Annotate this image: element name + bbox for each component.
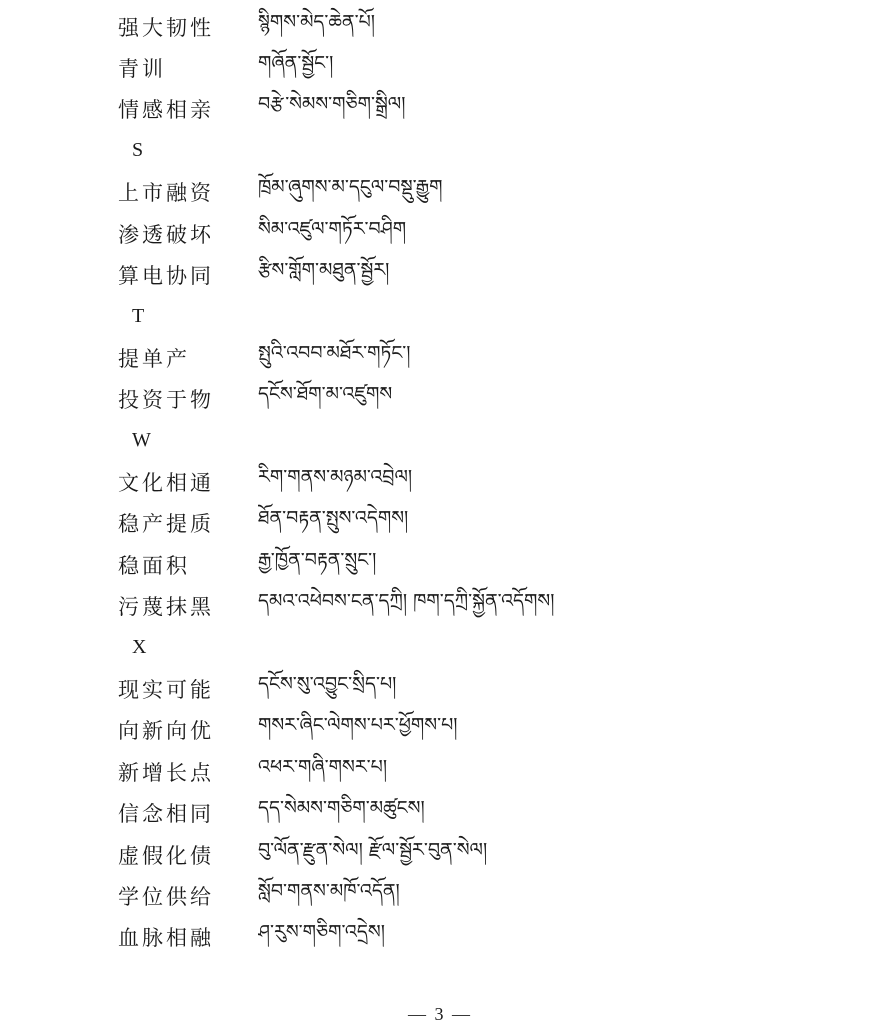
glossary-entry [118,379,858,420]
tibetan-translation: དངོས་སུ་འབྱུང་སྲིད་པ། [258,672,397,695]
tibetan-translation: སིམ་འཛུལ་གཏོར་བཤིག [258,217,407,240]
glossary-entry [118,875,858,916]
chinese-term: 情感相亲 [118,98,214,123]
chinese-term: 文化相通 [118,470,214,495]
section-letter: X [132,636,147,659]
tibetan-translation: ཤ་རུས་གཅིག་འདྲེས། [258,921,385,944]
glossary-entry [118,834,858,875]
section-letter-heading [118,296,858,337]
chinese-term: 虚假化债 [118,843,214,868]
glossary-entry [118,792,858,833]
glossary-entry [118,47,858,88]
glossary-entry [118,6,858,47]
tibetan-translation: སྙིགས་མེད་ཆེན་པོ། [258,10,375,33]
tibetan-translation: རྩིས་གློག་མཐུན་སྦྱོར། [258,259,390,282]
tibetan-translation: འཕར་གཞི་གསར་པ། [258,755,388,778]
tibetan-translation: ཐོན་བརྟན་སྤུས་འདེགས། [258,507,409,530]
chinese-term: 现实可能 [118,677,214,702]
chinese-term: 强大韧性 [118,15,214,40]
tibetan-translation: སྤུའི་འབབ་མཐོར་གཏོང་། [258,341,411,364]
chinese-term: 算电协同 [118,264,214,289]
section-letter-heading [118,420,858,461]
glossary-entries [118,6,858,958]
chinese-term: 稳产提质 [118,512,214,537]
chinese-term: 学位供给 [118,884,214,909]
glossary-entry [118,503,858,544]
tibetan-translation: གསར་ཞིང་ལེགས་པར་ཕྱོགས་པ། [258,714,458,737]
chinese-term: 上市融资 [118,181,214,206]
glossary-entry [118,751,858,792]
glossary-entry [118,710,858,751]
tibetan-translation: རིག་གནས་མཉམ་འབྲེལ། [258,466,413,488]
glossary-entry [118,917,858,958]
chinese-term: 污蔑抹黑 [118,595,214,620]
glossary-entry [118,585,858,626]
glossary-entry [118,213,858,254]
chinese-term: 血脉相融 [118,926,214,951]
tibetan-translation: བརྩེ་སེམས་གཅིག་སྒྲིལ། [258,93,406,116]
tibetan-translation: དམའ་འཕེབས་ངན་དཀྲི། ཁག་དཀྲི་སྐྱོན་འདོགས། [258,590,555,613]
tibetan-translation: བུ་ལོན་རྫུན་སེལ། རྫོལ་སྦྱོར་བུན་སེལ། [258,838,488,861]
glossary-entry [118,172,858,213]
tibetan-translation: དད་སེམས་གཅིག་མཚུངས། [258,797,425,820]
chinese-term: 青训 [118,57,166,82]
chinese-term: 稳面积 [118,553,190,578]
section-letter: S [132,139,144,162]
section-letter: W [132,429,151,452]
tibetan-translation: ཁྲོམ་ཞུགས་མ་དངུལ་བསྡུ་རྒྱུག [258,176,443,199]
glossary-entry [118,461,858,502]
glossary-entry [118,668,858,709]
glossary-entry [118,254,858,295]
chinese-term: 渗透破坏 [118,222,214,247]
chinese-term: 提单产 [118,346,190,371]
glossary-entry [118,337,858,378]
tibetan-translation: གཞོན་སྦྱོང་། [258,52,334,75]
glossary-entry [118,89,858,130]
chinese-term: 向新向优 [118,719,214,744]
tibetan-translation: རྒྱ་ཁྱོན་བརྟན་སྲུང་། [258,548,377,571]
tibetan-translation: དངོས་ཐོག་མ་འཛུགས [258,383,393,406]
chinese-term: 信念相同 [118,802,214,827]
chinese-term: 投资于物 [118,388,214,413]
section-letter: T [132,304,145,327]
section-letter-heading [118,130,858,171]
tibetan-translation: སློབ་གནས་མཁོ་འདོན། [258,879,400,902]
chinese-term: 新增长点 [118,760,214,785]
page-number: — 3 — [408,1004,472,1024]
